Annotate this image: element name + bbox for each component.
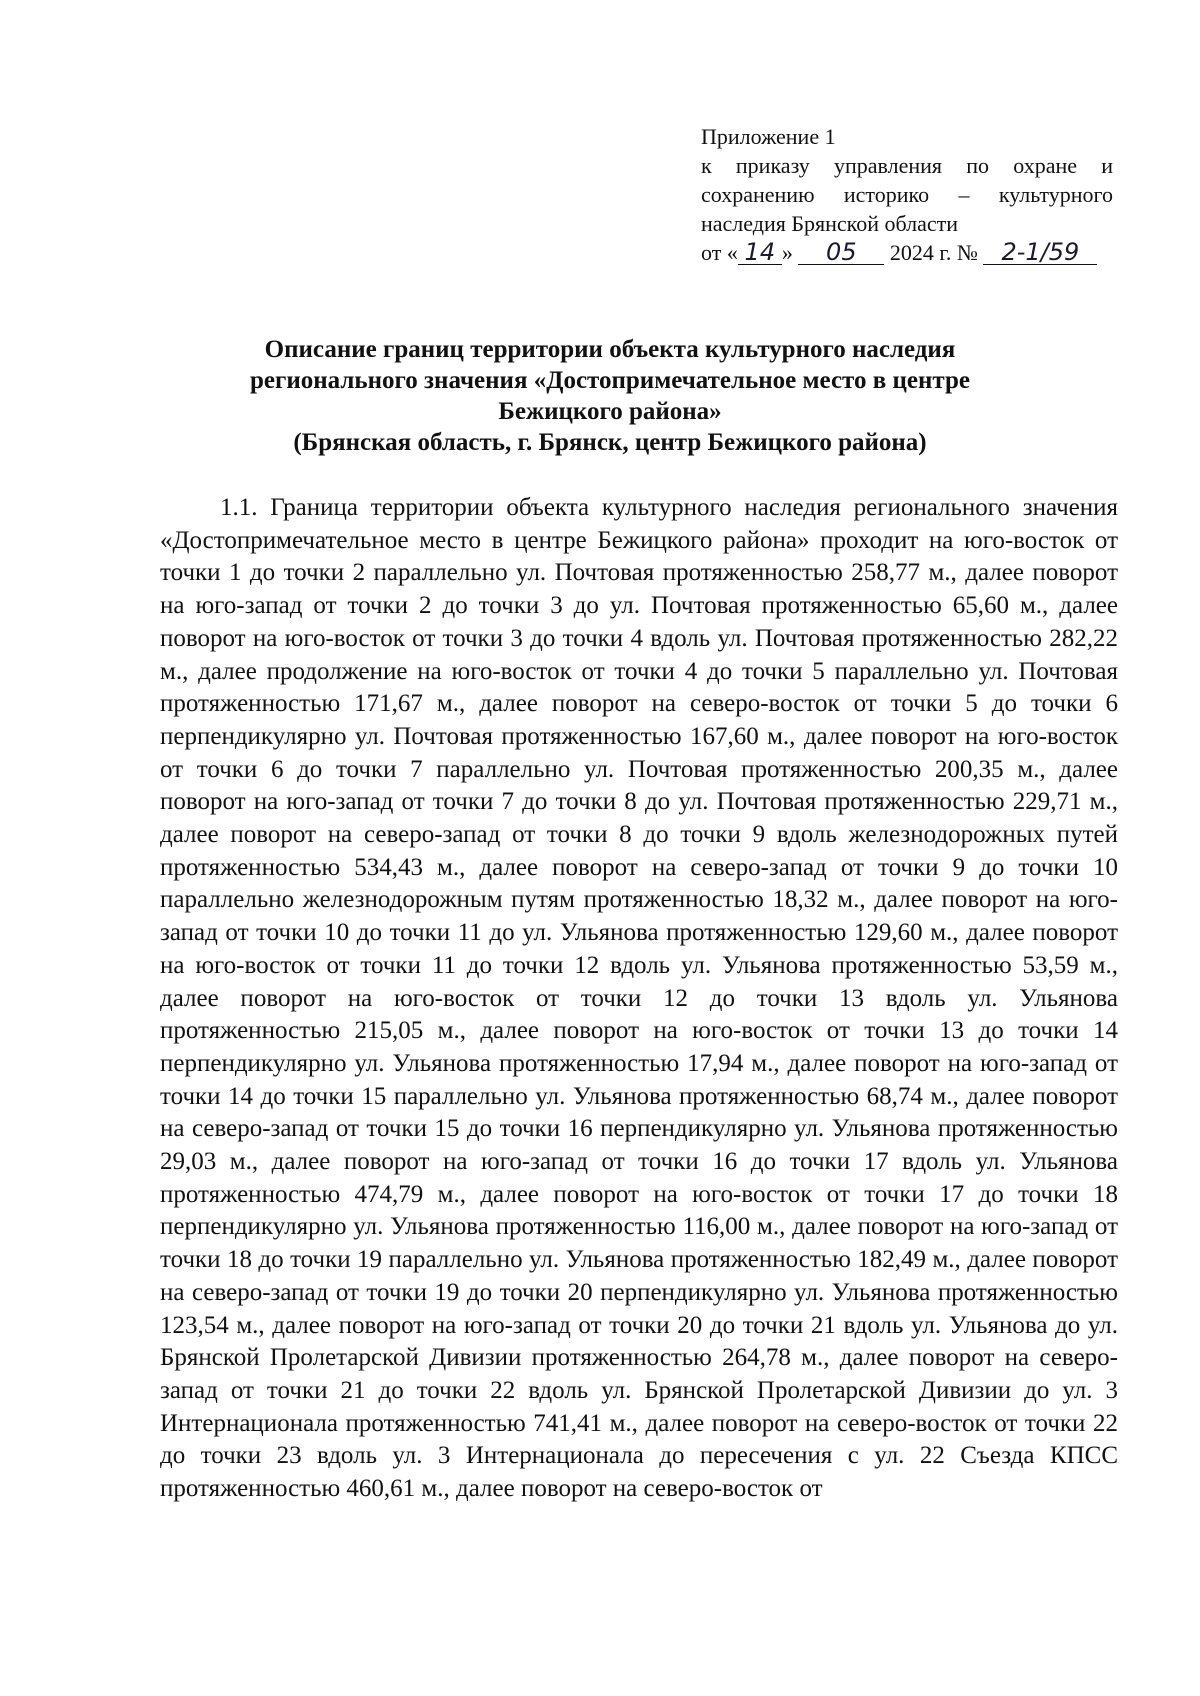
order-day-handwritten: 14 [738, 240, 782, 265]
paragraph-1-1: 1.1. Граница территории объекта культурного наследия регионального значения «Достопримечательное место в центре Бежицкого района» проходит на юго-восток от точки 1 до точки 2 параллельно ул. Почтовая протяженностью 258,77 м., далее поворот на юго-запад от точки 2 до точки 3 до ул. Почтовая протяженностью 65,60 м., далее поворот на юго-восток от точки 3 до точки 4 вдоль ул. Почтовая протяженностью 282,22 м., далее продолжение на юго-восток от точки 4 до точки 5 параллельно ул. Почтовая протяженностью 171,67 м., далее поворот на северо-восток от точки 5 до точки 6 перпендикулярно ул. Почтовая протяженностью 167,60 м., далее поворот на юго-восток от точки 6 до точки 7 параллельно ул. Почтовая протяженностью 200,35 м., далее поворот на юго-запад от точки 7 до точки 8 до ул. Почтовая протяженностью 229,71 м., далее поворот на северо-запад от точки 8 до точки 9 вдоль железнодорожных путей протяженностью 534,43 м., далее поворот на северо-запад от точки 9 до точки 10 параллельно железнодорожным путям протяженностью 18,32 м., далее поворот на юго-запад от точки 10 до точки 11 до ул. Ульянова протяженностью 129,60 м., далее поворот на юго-восток от точки 11 до точки 12 вдоль ул. Ульянова протяженностью 53,59 м., далее поворот на юго-восток от точки 12 до точки 13 вдоль ул. Ульянова протяженностью 215,05 м., далее поворот на юго-восток от точки 13 до точки 14 перпендикулярно ул. Ульянова протяженностью 17,94 м., далее поворот на юго-запад от точки 14 до точки 15 параллельно ул. Ульянова протяженностью 68,74 м., далее поворот на северо-запад от точки 15 до точки 16 перпендикулярно ул. Ульянова протяженностью 29,03 м., далее поворот на юго-запад от точки 16 до точки 17 вдоль ул. Ульянова протяженностью 474,79 м., далее поворот на юго-восток от точки 17 до точки 18 перпендикулярно ул. Ульянова протяженностью 116,00 м., далее поворот на юго-запад от точки 18 до точки 19 параллельно ул. Ульянова протяженностью 182,49 м., далее поворот на северо-запад от точки 19 до точки 20 перпендикулярно ул. Ульянова протяженностью 123,54 м., далее поворот на юго-запад от точки 20 до точки 21 вдоль ул. Ульянова до ул. Брянской Пролетарской Дивизии протяженностью 264,78 м., далее поворот на северо-запад от точки 21 до точки 22 вдоль ул. Брянской Пролетарской Дивизии до ул. 3 Интернационала протяженностью 741,41 м., далее поворот на северо-восток от точки 22 до точки 23 вдоль ул. 3 Интернационала до пересечения с ул. 22 Съезда КПСС протяженностью 460,61 м., далее поворот на северо-восток от [160, 494, 1118, 1503]
document-body [160, 492, 1118, 1506]
order-number-handwritten: 2-1/59 [983, 240, 1097, 265]
order-reference [701, 238, 1121, 267]
order-year: 2024 г. № [889, 240, 978, 265]
order-month-handwritten: 05 [798, 240, 884, 265]
document-title [200, 334, 1020, 458]
appendix-header [701, 122, 1121, 267]
order-quote-close: » [781, 240, 793, 265]
title-line-2: регионального значения «Достопримечательное место в центре [250, 367, 970, 394]
appendix-line-1: к приказу управления по охране и [701, 153, 1113, 178]
appendix-line-3: наследия Брянской области [701, 211, 959, 236]
title-line-4: (Брянская область, г. Брянск, центр Бежицкого района) [293, 429, 927, 456]
title-line-1: Описание границ территории объекта культурного наследия [264, 336, 956, 363]
title-line-3: Бежицкого района» [498, 398, 722, 425]
appendix-line-2: сохранению историко – культурного [701, 182, 1113, 207]
order-prefix: от « [701, 240, 738, 265]
appendix-title: Приложение 1 [701, 124, 836, 149]
